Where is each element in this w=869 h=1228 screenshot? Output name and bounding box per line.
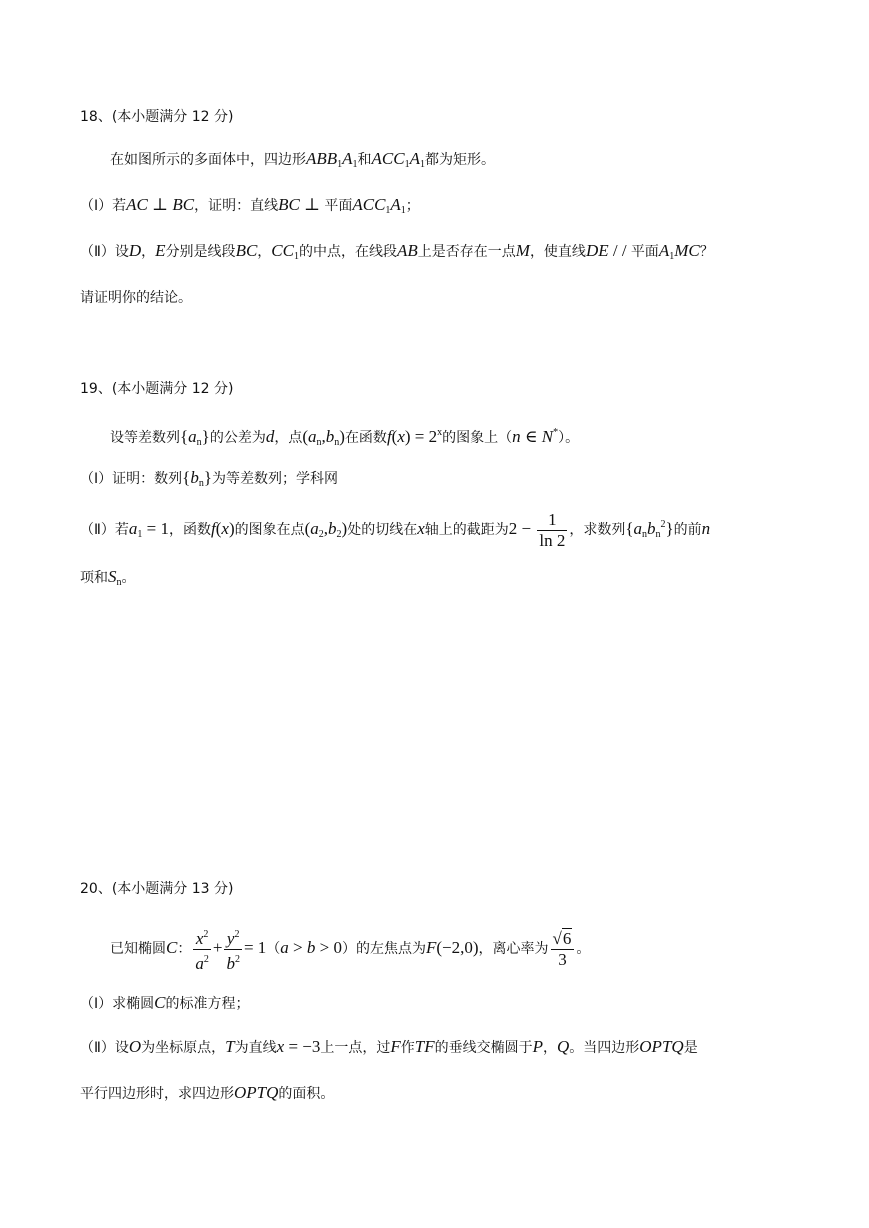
problem-18-part-2: （Ⅱ）设D，E分别是线段BC，$CC_1$的中点，在线段AB上是否存在一点M，使直线DE / / 平面$A_1MC$？ — [80, 241, 714, 262]
problem-18-part-2-cont: 请证明你的结论。 — [80, 290, 192, 306]
problem-18-stem: 在如图所示的多面体中，四边形$ABB_1A_1$和$ACC_1A_1$都为矩形。 — [110, 149, 495, 170]
fraction-y2-over-b2: $\frac{y^2}{b^2}$ — [224, 925, 242, 974]
fraction-sqrt6-over-3: $\frac{√6}{3}$ — [551, 929, 575, 970]
problem-20-stem: 已知椭圆C： $\frac{x^2}{a^2}$ + $\frac{y^2}{b^2}$ = 1（a > b > 0）的左焦点为F(−2,0)，离心率为 $\frac{√6}{3}$ 。 — [110, 924, 590, 974]
problem-19-part-1: （Ⅰ）证明：数列$\{b_n\}$为等差数列；学科网 — [80, 468, 338, 489]
problem-20-title: 20、(本小题满分 13 分) — [80, 881, 234, 897]
problem-18-part-1: （Ⅰ）若AC ⊥ BC，证明：直线BC ⊥ 平面$ACC_1A_1$； — [80, 195, 420, 216]
problem-20-part-2: （Ⅱ）设O为坐标原点，T为直线x = −3上一点，过F作TF的垂线交椭圆于P，Q。当四边形OPTQ是 — [80, 1037, 698, 1056]
problem-19-part-2-cont: 项和$S_n$。 — [80, 567, 136, 588]
problem-20-part-2-cont: 平行四边形时，求四边形OPTQ的面积。 — [80, 1083, 335, 1102]
problem-19-part-2: （Ⅱ）若$a_1 = 1$，函数f(x)的图象在点$(a_2,b_2)$处的切线在x轴上的截距为2 − $\frac{1}{\ln 2}$ ，求数列$\{a_nb_n^2\}$的前n — [80, 509, 711, 550]
problem-20-part-1: （Ⅰ）求椭圆C的标准方程； — [80, 993, 250, 1012]
problem-19-stem: 设等差数列$\{a_n\}$的公差为d，点$(a_n,b_n)$在函数$f(x) = 2^x$的图象上（n ∈ N*）。 — [110, 427, 580, 448]
problem-19-title: 19、(本小题满分 12 分) — [80, 381, 234, 397]
fraction-1-over-ln2: $\frac{1}{\ln 2}$ — [539, 509, 566, 550]
fraction-x2-over-a2: $\frac{x^2}{a^2}$ — [193, 925, 211, 974]
problem-18-title: 18、(本小题满分 12 分) — [80, 109, 234, 125]
